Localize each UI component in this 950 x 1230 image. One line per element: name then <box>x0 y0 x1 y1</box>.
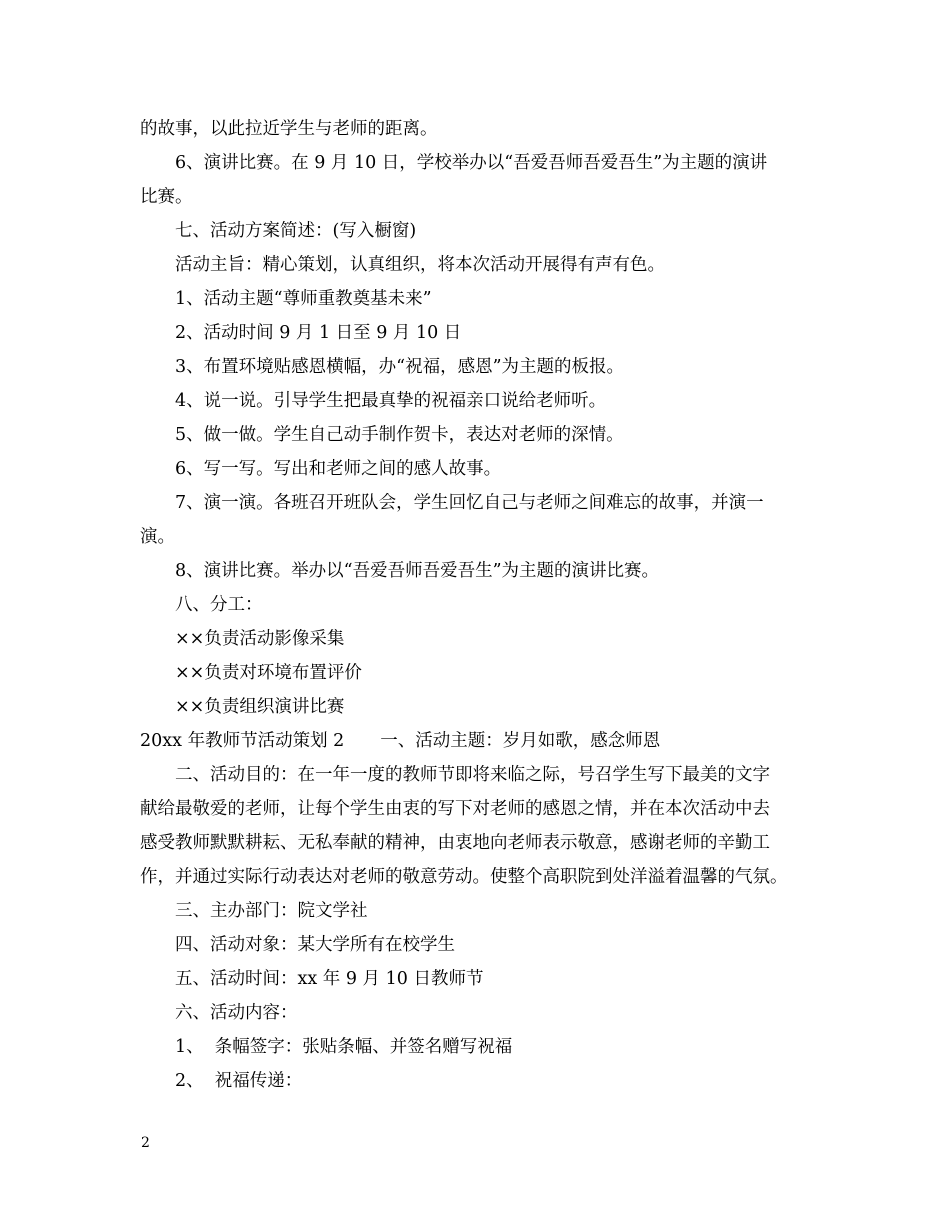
paragraph-line: 作，并通过实际行动表达对老师的敬意劳动。使整个高职院到处洋溢着温馨的气氛。 <box>140 867 788 887</box>
list-item: 2、 祝福传递： <box>175 1071 303 1091</box>
plan-heading-line <box>140 724 812 758</box>
list-item: 2、活动时间 9 月 1 日至 9 月 10 日 <box>175 323 462 343</box>
list-item: 1、活动主题“尊师重教奠基未来” <box>175 289 432 309</box>
paragraph-line: 感受教师默默耕耘、无私奉献的精神，由衷地向老师表示敬意，感谢老师的辛勤工 <box>140 833 770 853</box>
list-item: 3、布置环境贴感恩横幅，办“祝福，感恩”为主题的板报。 <box>175 357 625 377</box>
section-heading: 七、活动方案简述：(写入橱窗) <box>175 221 417 241</box>
paragraph-line: 活动主旨：精心策划，认真组织，将本次活动开展得有声有色。 <box>175 255 665 275</box>
list-item: 8、演讲比赛。举办以“吾爱吾师吾爱吾生”为主题的演讲比赛。 <box>175 561 660 581</box>
plan-theme: 一、活动主题：岁月如歌，感念师恩 <box>380 731 661 751</box>
list-item: 5、做一做。学生自己动手制作贺卡，表达对老师的深情。 <box>175 425 624 445</box>
list-item: ××负责组织演讲比赛 <box>175 697 345 717</box>
section-heading: 三、主办部门：院文学社 <box>175 901 368 921</box>
paragraph-line: 比赛。 <box>140 187 193 207</box>
list-item: 6、写一写。写出和老师之间的感人故事。 <box>175 459 502 479</box>
list-item: 4、说一说。引导学生把最真挚的祝福亲口说给老师听。 <box>175 391 607 411</box>
paragraph-line: 6、演讲比赛。在 9 月 10 日，学校举办以“吾爱吾师吾爱吾生”为主题的演讲 <box>175 153 768 173</box>
paragraph-line: 演。 <box>140 527 175 547</box>
plan-title: 20xx 年教师节活动策划 2 <box>140 731 345 751</box>
list-item: ××负责对环境布置评价 <box>175 663 362 683</box>
section-heading: 六、活动内容： <box>175 1003 298 1023</box>
list-item: ××负责活动影像采集 <box>175 629 345 649</box>
page-number: 2 <box>141 1135 150 1151</box>
list-item: 1、 条幅签字：张贴条幅、并签名赠写祝福 <box>175 1037 513 1057</box>
section-heading: 五、活动时间：xx 年 9 月 10 日教师节 <box>175 969 484 989</box>
paragraph-line: 的故事，以此拉近学生与老师的距离。 <box>140 119 438 139</box>
list-item: 7、演一演。各班召开班队会，学生回忆自己与老师之间难忘的故事，并演一 <box>175 493 764 513</box>
paragraph-line: 献给最敬爱的老师，让每个学生由衷的写下对老师的感恩之情，并在本次活动中去 <box>140 799 770 819</box>
section-heading: 四、活动对象：某大学所有在校学生 <box>175 935 455 955</box>
section-heading: 八、分工： <box>175 595 263 615</box>
paragraph-line: 二、活动目的：在一年一度的教师节即将来临之际，号召学生写下最美的文字 <box>175 765 770 785</box>
document-body <box>140 112 812 1098</box>
